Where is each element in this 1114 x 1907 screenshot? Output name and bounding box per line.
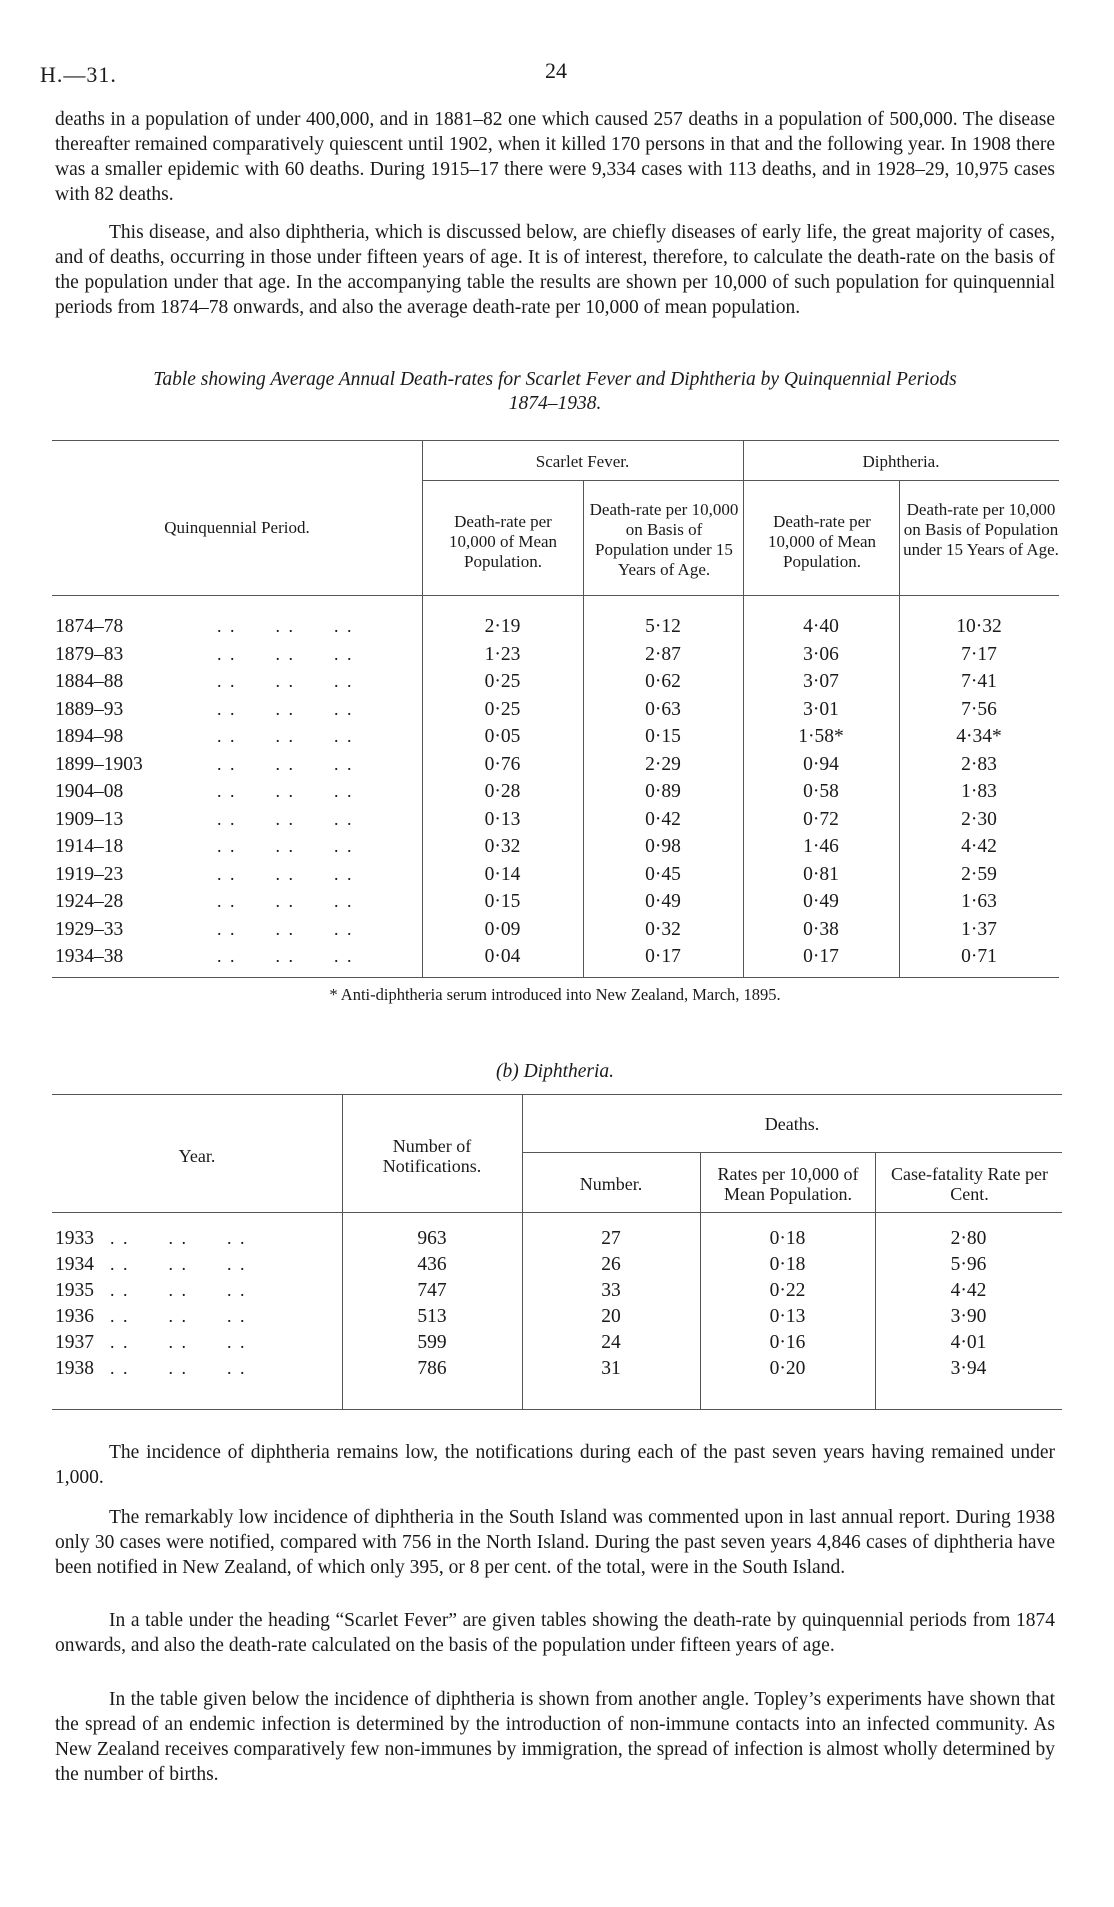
table1-cell: 1·23 bbox=[484, 643, 521, 665]
paragraph-3: The incidence of diphtheria remains low, the notifications during each of the past seven years having remained under 1,000. bbox=[55, 1442, 1055, 1488]
scarlet-fever-group-header: Scarlet Fever. bbox=[535, 452, 630, 471]
table1-bottom-rule bbox=[52, 977, 1059, 978]
table1-cell: 0·94 bbox=[803, 753, 839, 775]
table1-cell: 1·46 bbox=[803, 836, 839, 857]
table1-cell: 0·45 bbox=[645, 863, 681, 885]
table1-caption-line2: 1874–1938. bbox=[508, 393, 602, 414]
table1-cell: 0·17 bbox=[803, 946, 839, 967]
paragraph-1: deaths in a population of under 400,000, and in 1881–82 one which caused 257 deaths in a population of 500,000. The disease thereafter remained comparatively quiescent until 1902, when it killed 170 persons in that and the following year. In 1908 there was a smaller epidemic with 60 deaths. During 1915–17 there were 9,334 cases with 113 deaths, and in 1928–29, 10,975 cases with 82 deaths. bbox=[55, 109, 1055, 205]
table1-row-leader-dots: . . . . . . bbox=[217, 698, 354, 719]
table1-cell: 0·62 bbox=[645, 671, 681, 692]
paragraph-4: The remarkably low incidence of diphtheria in the South Island was commented upon in last annual report. During 1938 only 30 cases were notified, compared with 756 in the North Island. During the past seven years 4,846 cases of diphtheria have been notified in New Zealand, of which only 395, or 8 per cent. of the total, were in the South Island. bbox=[55, 1507, 1055, 1578]
paragraph-6: In the table given below the incidence of diphtheria is shown from another angle. Topley’s experiments have shown that the spread of an endemic infection is determined by the introduction of non-immune contacts into an infected community. As New Zealand receives comparatively few non-immunes by immigration, the spread of infection is almost wholly determined by the number of births. bbox=[55, 1689, 1055, 1785]
table1-cell: 1·58* bbox=[798, 726, 844, 747]
table2-cell: 0·18 bbox=[769, 1228, 806, 1249]
table2-row-year: 1933 bbox=[55, 1228, 94, 1249]
deaths-group-header: Deaths. bbox=[764, 1114, 820, 1134]
year-header: Year. bbox=[178, 1146, 216, 1166]
table2-cell: 27 bbox=[601, 1228, 621, 1249]
notifications-header: Number of Notifications. bbox=[382, 1136, 482, 1176]
table1-row-period: 1914–18 bbox=[55, 836, 124, 857]
table2-cell: 599 bbox=[417, 1332, 447, 1353]
table1-cell: 2·59 bbox=[961, 863, 997, 885]
table1-row-period: 1889–93 bbox=[55, 698, 124, 720]
table1-cell: 0·89 bbox=[645, 781, 681, 802]
rates-header: Rates per 10,000 of Mean Population. bbox=[717, 1164, 859, 1204]
table1-cell: 0·13 bbox=[484, 808, 521, 830]
table2-caption: (b) Diphtheria. bbox=[495, 1061, 615, 1082]
table2-row-leader-dots: . . . . . . bbox=[110, 1228, 247, 1248]
table1-cell: 0·14 bbox=[484, 863, 521, 885]
table1-cell: 3·07 bbox=[803, 671, 839, 692]
table1-cell: 1·63 bbox=[961, 891, 997, 912]
table1-cell: 0·28 bbox=[484, 781, 521, 802]
table2-cell: 3·94 bbox=[950, 1358, 987, 1379]
table1-cell: 0·76 bbox=[484, 753, 521, 775]
page-number: 24 bbox=[545, 58, 567, 83]
table1-cell: 7·41 bbox=[961, 671, 997, 692]
table1-cell: 0·09 bbox=[484, 918, 521, 940]
table1-cell: 0·32 bbox=[484, 836, 521, 857]
table2-cell: 747 bbox=[417, 1280, 447, 1301]
table1-row-period: 1929–33 bbox=[55, 918, 124, 940]
table2-cell: 963 bbox=[417, 1228, 447, 1249]
table1-row-period: 1934–38 bbox=[55, 946, 124, 967]
table2-cell: 0·18 bbox=[769, 1254, 806, 1275]
table1-cell: 0·71 bbox=[961, 946, 997, 967]
table1-row-period: 1899–1903 bbox=[55, 753, 143, 775]
scarlet-mean-header: Death-rate per 10,000 of Mean Population. bbox=[448, 512, 558, 571]
table1-cell: 2·29 bbox=[645, 753, 681, 775]
table1-cell: 5·12 bbox=[645, 616, 681, 637]
table1-caption-line1: Table showing Average Annual Death-rates for Scarlet Fever and Diphtheria by Quinquennial Periods bbox=[153, 369, 957, 390]
scarlet-under15-header: Death-rate per 10,000 on Basis of Population under 15 Years of Age. bbox=[589, 500, 739, 579]
table1-row-leader-dots: . . . . . . bbox=[217, 726, 354, 746]
table1-cell: 0·81 bbox=[803, 863, 839, 885]
table1-cell: 0·17 bbox=[645, 946, 681, 967]
table2-header-rule bbox=[52, 1212, 1062, 1213]
table2-cell: 31 bbox=[601, 1358, 621, 1379]
table1-row-period: 1909–13 bbox=[55, 808, 124, 830]
table1-row-leader-dots: . . . . . . bbox=[217, 918, 354, 939]
table1-cell: 4·34* bbox=[956, 726, 1002, 747]
table1-cell: 4·42 bbox=[961, 836, 997, 857]
table1-row-period: 1924–28 bbox=[55, 891, 124, 912]
table1-cell: 7·17 bbox=[961, 643, 997, 665]
table2-cell: 33 bbox=[601, 1280, 621, 1301]
table2-row-leader-dots: . . . . . . bbox=[110, 1358, 247, 1378]
paragraph-2: This disease, and also diphtheria, which is discussed below, are chiefly diseases of early life, the great majority of cases, and of deaths, occurring in those under fifteen years of age. It is of interest, therefore, to calculate the death-rate on the basis of the population under that age. In the accompanying table the results are shown per 10,000 of such population for quinquennial periods from 1874–78 onwards, and also the average death-rate per 10,000 of mean population. bbox=[55, 222, 1055, 318]
table1-cell: 2·83 bbox=[961, 753, 997, 775]
table2-row-year: 1936 bbox=[55, 1306, 94, 1327]
table1-row-period: 1874–78 bbox=[55, 616, 124, 637]
table1-cell: 3·06 bbox=[803, 643, 839, 665]
diphtheria-under15-header: Death-rate per 10,000 on Basis of Population under 15 Years of Age. bbox=[903, 500, 1059, 559]
table1-cell: 3·01 bbox=[803, 698, 839, 720]
case-fatality-header: Case-fatality Rate per Cent. bbox=[891, 1164, 1048, 1204]
table1-cell: 1·83 bbox=[961, 781, 997, 802]
table1-row-leader-dots: . . . . . . bbox=[217, 616, 354, 636]
table2-row-year: 1935 bbox=[55, 1280, 94, 1301]
table2-group-rule bbox=[522, 1152, 1062, 1153]
table2-cell: 0·16 bbox=[769, 1332, 806, 1353]
diphtheria-mean-header: Death-rate per 10,000 of Mean Population. bbox=[767, 512, 877, 571]
table2-cell: 24 bbox=[601, 1332, 621, 1353]
table1-cell: 0·72 bbox=[803, 808, 839, 830]
table1-row-leader-dots: . . . . . . bbox=[217, 671, 354, 691]
table1-row-period: 1879–83 bbox=[55, 643, 124, 665]
table1-cell: 2·19 bbox=[484, 616, 521, 637]
table1-footnote: * Anti-diphtheria serum introduced into New Zealand, March, 1895. bbox=[329, 985, 781, 1004]
table1-row-period: 1919–23 bbox=[55, 863, 124, 885]
scarlet-diphtheria-table bbox=[52, 440, 1059, 980]
table1-cell: 7·56 bbox=[961, 698, 997, 720]
table1-top-rule bbox=[52, 440, 1059, 441]
table1-cell: 0·58 bbox=[803, 781, 839, 802]
table1-group-rule bbox=[422, 480, 1059, 481]
table1-cell: 0·63 bbox=[645, 698, 681, 720]
table1-row-leader-dots: . . . . . . bbox=[217, 891, 354, 911]
table2-bottom-rule bbox=[52, 1409, 1062, 1410]
table1-cell: 2·87 bbox=[645, 643, 681, 665]
table2-cell: 0·22 bbox=[769, 1280, 806, 1301]
table1-row-leader-dots: . . . . . . bbox=[217, 808, 354, 829]
table1-row-leader-dots: . . . . . . bbox=[217, 863, 354, 884]
diphtheria-group-header: Diphtheria. bbox=[862, 452, 940, 471]
paragraph-5: In a table under the heading “Scarlet Fever” are given tables showing the death-rate by quinquennial periods from 1874 onwards, and also the death-rate calculated on the basis of the population under fifteen years of age. bbox=[55, 1610, 1055, 1656]
table1-row-period: 1894–98 bbox=[55, 726, 124, 747]
table1-cell: 1·37 bbox=[961, 918, 997, 940]
table2-row-year: 1934 bbox=[55, 1254, 94, 1275]
table2-cell: 26 bbox=[601, 1254, 621, 1275]
table1-row-leader-dots: . . . . . . bbox=[217, 643, 354, 664]
table1-cell: 0·32 bbox=[645, 918, 681, 940]
table1-cell: 4·40 bbox=[803, 616, 839, 637]
table1-cell: 0·25 bbox=[484, 698, 521, 720]
table1-cell: 10·32 bbox=[956, 616, 1002, 637]
table2-row-year: 1937 bbox=[55, 1332, 94, 1353]
table2-cell: 20 bbox=[601, 1306, 621, 1327]
table2-row-leader-dots: . . . . . . bbox=[110, 1332, 247, 1352]
table1-cell: 0·15 bbox=[484, 891, 521, 912]
table2-row-leader-dots: . . . . . . bbox=[110, 1254, 247, 1274]
table1-row-period: 1884–88 bbox=[55, 671, 124, 692]
table2-row-year: 1938 bbox=[55, 1358, 94, 1379]
table2-top-rule bbox=[52, 1094, 1062, 1095]
table1-cell: 0·04 bbox=[484, 946, 521, 967]
table2-cell: 2·80 bbox=[950, 1228, 987, 1249]
table2-row-leader-dots: . . . . . . bbox=[110, 1280, 247, 1300]
report-code: H.—31. bbox=[40, 62, 117, 87]
table2-cell: 4·42 bbox=[950, 1280, 987, 1301]
table1-cell: 0·25 bbox=[484, 671, 521, 692]
table1-row-leader-dots: . . . . . . bbox=[217, 836, 354, 856]
table1-row-leader-dots: . . . . . . bbox=[217, 781, 354, 801]
table2-row-leader-dots: . . . . . . bbox=[110, 1306, 247, 1326]
table2-cell: 436 bbox=[417, 1254, 447, 1275]
table1-row-leader-dots: . . . . . . bbox=[217, 753, 354, 774]
table2-cell: 4·01 bbox=[950, 1332, 987, 1353]
table1-row-leader-dots: . . . . . . bbox=[217, 946, 354, 966]
table2-cell: 786 bbox=[417, 1358, 447, 1379]
diphtheria-table bbox=[52, 1094, 1062, 1414]
table2-cell: 3·90 bbox=[950, 1306, 987, 1327]
table1-row-period: 1904–08 bbox=[55, 781, 124, 802]
table1-cell: 0·42 bbox=[645, 808, 681, 830]
table1-cell: 0·49 bbox=[645, 891, 681, 912]
table1-cell: 0·05 bbox=[484, 726, 521, 747]
table2-cell: 0·13 bbox=[769, 1306, 806, 1327]
table1-cell: 0·15 bbox=[645, 726, 681, 747]
table1-cell: 0·49 bbox=[803, 891, 839, 912]
table1-cell: 2·30 bbox=[961, 808, 997, 830]
table2-cell: 0·20 bbox=[769, 1358, 806, 1379]
table1-header-rule bbox=[52, 595, 1059, 596]
table1-caption bbox=[55, 368, 1055, 416]
period-header: Quinquennial Period. bbox=[164, 518, 310, 537]
table2-cell: 513 bbox=[417, 1306, 447, 1327]
table1-cell: 0·98 bbox=[645, 836, 681, 857]
table2-cell: 5·96 bbox=[950, 1254, 987, 1275]
table1-cell: 0·38 bbox=[803, 918, 839, 940]
deaths-number-header: Number. bbox=[579, 1174, 643, 1194]
